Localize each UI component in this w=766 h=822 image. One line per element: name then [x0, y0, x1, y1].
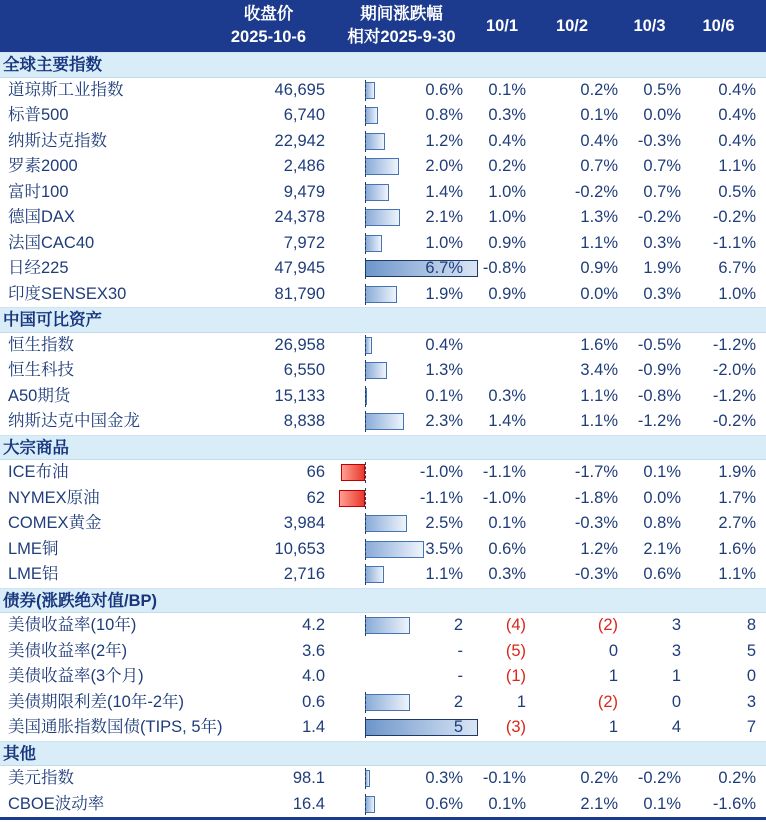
- asset-row: [0, 511, 766, 537]
- daily-value: -1.8%: [574, 488, 618, 507]
- asset-name: LME铝: [8, 565, 59, 583]
- bar-axis: [365, 564, 366, 585]
- daily-value: 1.3%: [580, 208, 618, 226]
- positive-data-bar: [365, 107, 378, 124]
- section-header: 中国可比资产: [0, 307, 766, 333]
- bar-axis: [365, 233, 366, 254]
- daily-value: 1.9%: [643, 259, 681, 277]
- asset-name: 纳斯达克中国金龙: [8, 412, 140, 430]
- daily-value: 1: [608, 667, 618, 685]
- daily-value: 0.6%: [643, 565, 681, 583]
- change-value: 2.1%: [425, 208, 463, 226]
- asset-name: 标普500: [8, 106, 69, 124]
- bar-axis: [365, 462, 366, 483]
- daily-value: 0.3%: [488, 106, 526, 124]
- table-body: [0, 52, 766, 817]
- positive-data-bar: [365, 566, 384, 583]
- asset-row: [0, 231, 766, 257]
- change-cell: [325, 486, 478, 512]
- asset-name: 德国DAX: [8, 208, 75, 226]
- section-header: 全球主要指数: [0, 52, 766, 78]
- positive-data-bar: [365, 413, 404, 430]
- asset-row: [0, 205, 766, 231]
- daily-value: 1.4%: [488, 412, 526, 430]
- close-header-line1: 收盘价: [243, 4, 294, 23]
- change-cell: [325, 664, 478, 690]
- positive-data-bar: [365, 362, 387, 379]
- daily-value: 2.7%: [718, 514, 756, 532]
- asset-name: LME铜: [8, 539, 59, 558]
- daily-value: 1.2%: [580, 539, 618, 558]
- daily-value: -0.2%: [637, 769, 681, 787]
- bar-axis: [365, 335, 366, 356]
- change-cell: [325, 333, 478, 359]
- asset-row: [0, 409, 766, 435]
- negative-data-bar: [339, 490, 365, 507]
- column-header-date-2: 10/2: [555, 16, 589, 35]
- column-header-date-1: 10/1: [485, 16, 519, 35]
- daily-value: 1.9%: [718, 463, 756, 481]
- change-cell: [325, 562, 478, 588]
- bar-axis: [365, 131, 366, 152]
- close-price: 26,958: [274, 335, 325, 354]
- daily-value: 8: [746, 616, 756, 634]
- daily-value: 1: [671, 667, 681, 685]
- table-bottom-border: [0, 817, 766, 820]
- asset-row: [0, 766, 766, 792]
- daily-value: -1.7%: [574, 463, 618, 481]
- bar-axis: [365, 207, 366, 228]
- bar-axis: [365, 80, 366, 101]
- change-value: 3.5%: [425, 539, 463, 558]
- daily-value: -0.3%: [574, 514, 618, 532]
- change-value: -: [457, 641, 463, 660]
- daily-value: 3: [671, 616, 681, 634]
- asset-row: [0, 639, 766, 665]
- daily-value: [478, 358, 526, 384]
- daily-value: 1.1%: [580, 386, 618, 405]
- daily-value: (4): [505, 616, 526, 634]
- change-cell: [325, 231, 478, 257]
- change-cell: [325, 154, 478, 180]
- daily-value: 0.8%: [643, 514, 681, 532]
- bar-axis: [365, 615, 366, 636]
- bar-axis: [365, 105, 366, 126]
- asset-name: 美债收益率(10年): [8, 616, 137, 634]
- asset-row: [0, 664, 766, 690]
- daily-value: 0.3%: [643, 233, 681, 252]
- asset-row: [0, 792, 766, 818]
- change-cell: [325, 639, 478, 665]
- positive-data-bar: [365, 337, 372, 354]
- asset-name: 日经225: [8, 259, 69, 277]
- daily-value: 1.1%: [580, 233, 618, 252]
- daily-value: -1.2%: [637, 412, 681, 430]
- bar-axis: [365, 539, 366, 560]
- asset-name: 恒生指数: [8, 335, 74, 354]
- asset-row: [0, 460, 766, 486]
- close-price: 46,695: [274, 80, 325, 99]
- daily-value: 0: [608, 641, 618, 660]
- bar-axis: [365, 513, 366, 534]
- daily-value: -0.8%: [482, 259, 526, 277]
- daily-value: -0.1%: [482, 769, 526, 787]
- daily-value: -1.1%: [482, 463, 526, 481]
- change-value: 1.2%: [425, 131, 463, 150]
- daily-value: 0.6%: [488, 539, 526, 558]
- daily-value: (3): [505, 718, 526, 736]
- daily-value: 1.0%: [488, 182, 526, 201]
- asset-row: [0, 333, 766, 359]
- daily-value: -0.2%: [637, 208, 681, 226]
- daily-value: 2.1%: [643, 539, 681, 558]
- close-price: 6,740: [283, 106, 325, 124]
- bar-axis: [365, 717, 366, 738]
- positive-data-bar: [365, 184, 389, 201]
- daily-value: 0.4%: [718, 106, 756, 124]
- daily-value: 1.0%: [718, 284, 756, 303]
- change-value: 0.8%: [425, 106, 463, 124]
- close-price: 0.6: [302, 692, 325, 711]
- daily-value: 0.9%: [488, 233, 526, 252]
- asset-name: 美债收益率(2年): [8, 641, 128, 660]
- negative-data-bar: [341, 464, 365, 481]
- change-cell: [325, 409, 478, 435]
- daily-value: 0.9%: [488, 284, 526, 303]
- asset-row: [0, 613, 766, 639]
- daily-value: 0.1%: [643, 794, 681, 813]
- daily-value: 1: [516, 692, 526, 711]
- positive-data-bar: [365, 235, 382, 252]
- asset-name: 法国CAC40: [8, 233, 95, 252]
- close-price: 2,716: [283, 565, 325, 583]
- change-cell: [325, 613, 478, 639]
- change-value: 5: [453, 718, 463, 736]
- close-price: 2,486: [283, 157, 325, 175]
- section-header: 债券(涨跌绝对值/BP): [0, 588, 766, 614]
- close-price: 98.1: [292, 769, 325, 787]
- daily-value: 1.1%: [718, 157, 756, 175]
- change-value: 2.3%: [425, 412, 463, 430]
- asset-row: [0, 486, 766, 512]
- daily-value: -2.0%: [712, 361, 756, 379]
- change-cell: [325, 690, 478, 716]
- asset-row: [0, 537, 766, 563]
- column-header-date-3: 10/3: [633, 16, 666, 35]
- daily-value: (1): [505, 667, 526, 685]
- daily-value: 0.5%: [643, 80, 681, 99]
- asset-row: [0, 690, 766, 716]
- daily-value: 0.0%: [580, 284, 618, 303]
- daily-value: -0.8%: [637, 386, 681, 405]
- daily-value: [478, 333, 526, 359]
- daily-value: 6.7%: [718, 259, 756, 277]
- change-cell: [325, 180, 478, 206]
- change-value: 2.0%: [425, 157, 463, 175]
- daily-value: 0.7%: [643, 157, 681, 175]
- close-price: 3,984: [283, 514, 325, 532]
- close-price: 9,479: [283, 182, 325, 201]
- change-cell: [325, 766, 478, 792]
- close-price: 1.4: [302, 718, 325, 736]
- change-cell: [325, 282, 478, 308]
- positive-data-bar: [365, 541, 424, 558]
- daily-value: 0: [671, 692, 681, 711]
- daily-value: 0.1%: [488, 514, 526, 532]
- positive-data-bar: [365, 82, 375, 99]
- asset-name: 罗素2000: [8, 157, 78, 175]
- asset-row: [0, 384, 766, 410]
- daily-value: 1.1%: [718, 565, 756, 583]
- change-value: 0.4%: [425, 335, 463, 354]
- daily-value: 0.0%: [643, 488, 681, 507]
- daily-value: 3.4%: [580, 361, 618, 379]
- daily-value: -0.9%: [637, 361, 681, 379]
- daily-value: -0.2%: [712, 412, 756, 430]
- asset-name: A50期货: [8, 386, 71, 405]
- change-cell: [325, 256, 478, 282]
- asset-name: 富时100: [8, 182, 69, 201]
- daily-value: 0.7%: [580, 157, 618, 175]
- positive-data-bar: [365, 694, 410, 711]
- daily-value: 0.2%: [718, 769, 756, 787]
- daily-value: 0.4%: [580, 131, 618, 150]
- asset-row: [0, 103, 766, 129]
- asset-name: CBOE波动率: [8, 794, 105, 813]
- close-price: 81,790: [274, 284, 325, 303]
- close-price: 10,653: [274, 539, 325, 558]
- daily-value: 0: [746, 667, 756, 685]
- daily-value: -1.2%: [712, 335, 756, 354]
- change-value: 1.3%: [425, 361, 463, 379]
- positive-data-bar: [365, 133, 385, 150]
- daily-value: -1.2%: [712, 386, 756, 405]
- change-value: 2.5%: [425, 514, 463, 532]
- change-value: 1.0%: [425, 233, 463, 252]
- daily-value: 0.2%: [488, 157, 526, 175]
- daily-value: 0.4%: [718, 131, 756, 150]
- change-value: 0.6%: [425, 80, 463, 99]
- asset-row: [0, 180, 766, 206]
- change-cell: [325, 103, 478, 129]
- change-value: 2: [453, 692, 463, 711]
- asset-name: 纳斯达克指数: [8, 131, 107, 150]
- daily-value: 1.7%: [718, 488, 756, 507]
- bar-axis: [365, 411, 366, 432]
- asset-row: [0, 256, 766, 282]
- bar-axis: [365, 360, 366, 381]
- asset-name: 美元指数: [8, 769, 74, 787]
- change-cell: [325, 129, 478, 155]
- change-cell: [325, 205, 478, 231]
- change-value: 0.1%: [425, 386, 463, 405]
- change-cell: [325, 78, 478, 104]
- daily-value: 0.1%: [643, 463, 681, 481]
- daily-value: -0.3%: [574, 565, 618, 583]
- change-value: 0.6%: [425, 794, 463, 813]
- daily-value: -1.6%: [712, 794, 756, 813]
- bar-axis: [365, 284, 366, 305]
- column-header-date-4: 10/6: [702, 16, 735, 35]
- bar-axis: [365, 692, 366, 713]
- change-value: 2: [453, 616, 463, 634]
- daily-value: 4: [671, 718, 681, 736]
- daily-value: 0.5%: [718, 182, 756, 201]
- close-price: 24,378: [274, 208, 325, 226]
- daily-value: 1.0%: [488, 208, 526, 226]
- change-value: 1.1%: [425, 565, 463, 583]
- daily-value: 0.4%: [488, 131, 526, 150]
- daily-value: 5: [746, 641, 756, 660]
- daily-value: 0.1%: [488, 794, 526, 813]
- close-price: 47,945: [274, 259, 325, 277]
- daily-value: 0.2%: [580, 769, 618, 787]
- daily-value: 0.2%: [580, 80, 618, 99]
- close-price: 22,942: [274, 131, 325, 150]
- close-price: 62: [306, 488, 325, 507]
- bar-axis: [365, 386, 366, 407]
- change-header-line1: 期间涨跌幅: [360, 4, 443, 23]
- daily-value: 0.0%: [643, 106, 681, 124]
- asset-name: 美债收益率(3个月): [8, 667, 144, 685]
- daily-value: 2.1%: [580, 794, 618, 813]
- change-value: -1.1%: [419, 488, 463, 507]
- column-header-close: [212, 0, 325, 52]
- change-value: -1.0%: [419, 463, 463, 481]
- bar-axis: [365, 794, 366, 815]
- asset-name: 道琼斯工业指数: [8, 80, 124, 99]
- change-cell: [325, 358, 478, 384]
- daily-value: -0.3%: [637, 131, 681, 150]
- column-header-change: [325, 0, 478, 52]
- daily-value: (2): [597, 692, 618, 711]
- bar-axis: [365, 768, 366, 789]
- daily-value: -0.2%: [712, 208, 756, 226]
- positive-data-bar: [365, 158, 399, 175]
- positive-data-bar: [365, 286, 397, 303]
- daily-value: 1: [608, 718, 618, 736]
- daily-value: (2): [597, 616, 618, 634]
- close-price: 3.6: [302, 641, 325, 660]
- daily-value: -0.5%: [637, 335, 681, 354]
- asset-name: 美债期限利差(10年-2年): [8, 692, 185, 711]
- daily-value: 0.4%: [718, 80, 756, 99]
- asset-row: [0, 78, 766, 104]
- asset-name: NYMEX原油: [8, 488, 100, 507]
- daily-value: -0.2%: [574, 182, 618, 201]
- change-value: 0.3%: [425, 769, 463, 787]
- positive-data-bar: [365, 617, 410, 634]
- positive-data-bar: [365, 796, 375, 813]
- daily-value: 0.3%: [488, 386, 526, 405]
- asset-row: [0, 358, 766, 384]
- close-price: 66: [306, 463, 325, 481]
- daily-value: 0.1%: [488, 80, 526, 99]
- close-price: 16.4: [292, 794, 325, 813]
- change-cell: [325, 511, 478, 537]
- section-header: 其他: [0, 741, 766, 767]
- bar-axis: [365, 182, 366, 203]
- asset-row: [0, 282, 766, 308]
- asset-name: 恒生科技: [8, 361, 74, 379]
- change-value: -: [457, 667, 463, 685]
- close-price: 8,838: [283, 412, 325, 430]
- daily-value: 7: [746, 718, 756, 736]
- change-cell: [325, 537, 478, 563]
- asset-name: COMEX黄金: [8, 514, 102, 532]
- asset-row: [0, 154, 766, 180]
- column-header-asset: [0, 0, 212, 52]
- change-cell: [325, 792, 478, 818]
- close-price: 4.2: [302, 616, 325, 634]
- close-price: 7,972: [283, 233, 325, 252]
- change-cell: [325, 384, 478, 410]
- change-value: 6.7%: [425, 259, 463, 277]
- close-price: 15,133: [274, 386, 325, 405]
- daily-value: 1.6%: [718, 539, 756, 558]
- change-cell: [325, 460, 478, 486]
- change-cell: [325, 715, 478, 741]
- daily-value: -1.0%: [482, 488, 526, 507]
- daily-value: 3: [671, 641, 681, 660]
- asset-name: 印度SENSEX30: [8, 284, 127, 303]
- close-price: 6,550: [283, 361, 325, 379]
- asset-row: [0, 562, 766, 588]
- daily-value: 0.3%: [488, 565, 526, 583]
- daily-value: 0.1%: [580, 106, 618, 124]
- daily-value: 1.6%: [580, 335, 618, 354]
- change-value: 1.9%: [425, 284, 463, 303]
- daily-value: 0.3%: [643, 284, 681, 303]
- close-header-line2: 2025-10-6: [230, 28, 307, 46]
- section-header: 大宗商品: [0, 435, 766, 461]
- change-value: 1.4%: [425, 182, 463, 201]
- asset-name: ICE布油: [8, 463, 69, 481]
- bar-axis: [365, 488, 366, 509]
- daily-value: 1.1%: [580, 412, 618, 430]
- table-header: [0, 0, 766, 52]
- change-header-line2: 相对2025-9-30: [347, 28, 456, 46]
- bar-axis: [365, 258, 366, 279]
- daily-value: 0.9%: [580, 259, 618, 277]
- daily-value: 3: [746, 692, 756, 711]
- daily-value: (5): [505, 641, 526, 660]
- positive-data-bar: [365, 209, 400, 226]
- asset-row: [0, 715, 766, 741]
- asset-name: 美国通胀指数国债(TIPS, 5年): [8, 718, 223, 736]
- daily-value: 0.7%: [643, 182, 681, 201]
- bar-axis: [365, 156, 366, 177]
- daily-value: -1.1%: [712, 233, 756, 252]
- asset-row: [0, 129, 766, 155]
- close-price: 4.0: [302, 667, 325, 685]
- positive-data-bar: [365, 515, 407, 532]
